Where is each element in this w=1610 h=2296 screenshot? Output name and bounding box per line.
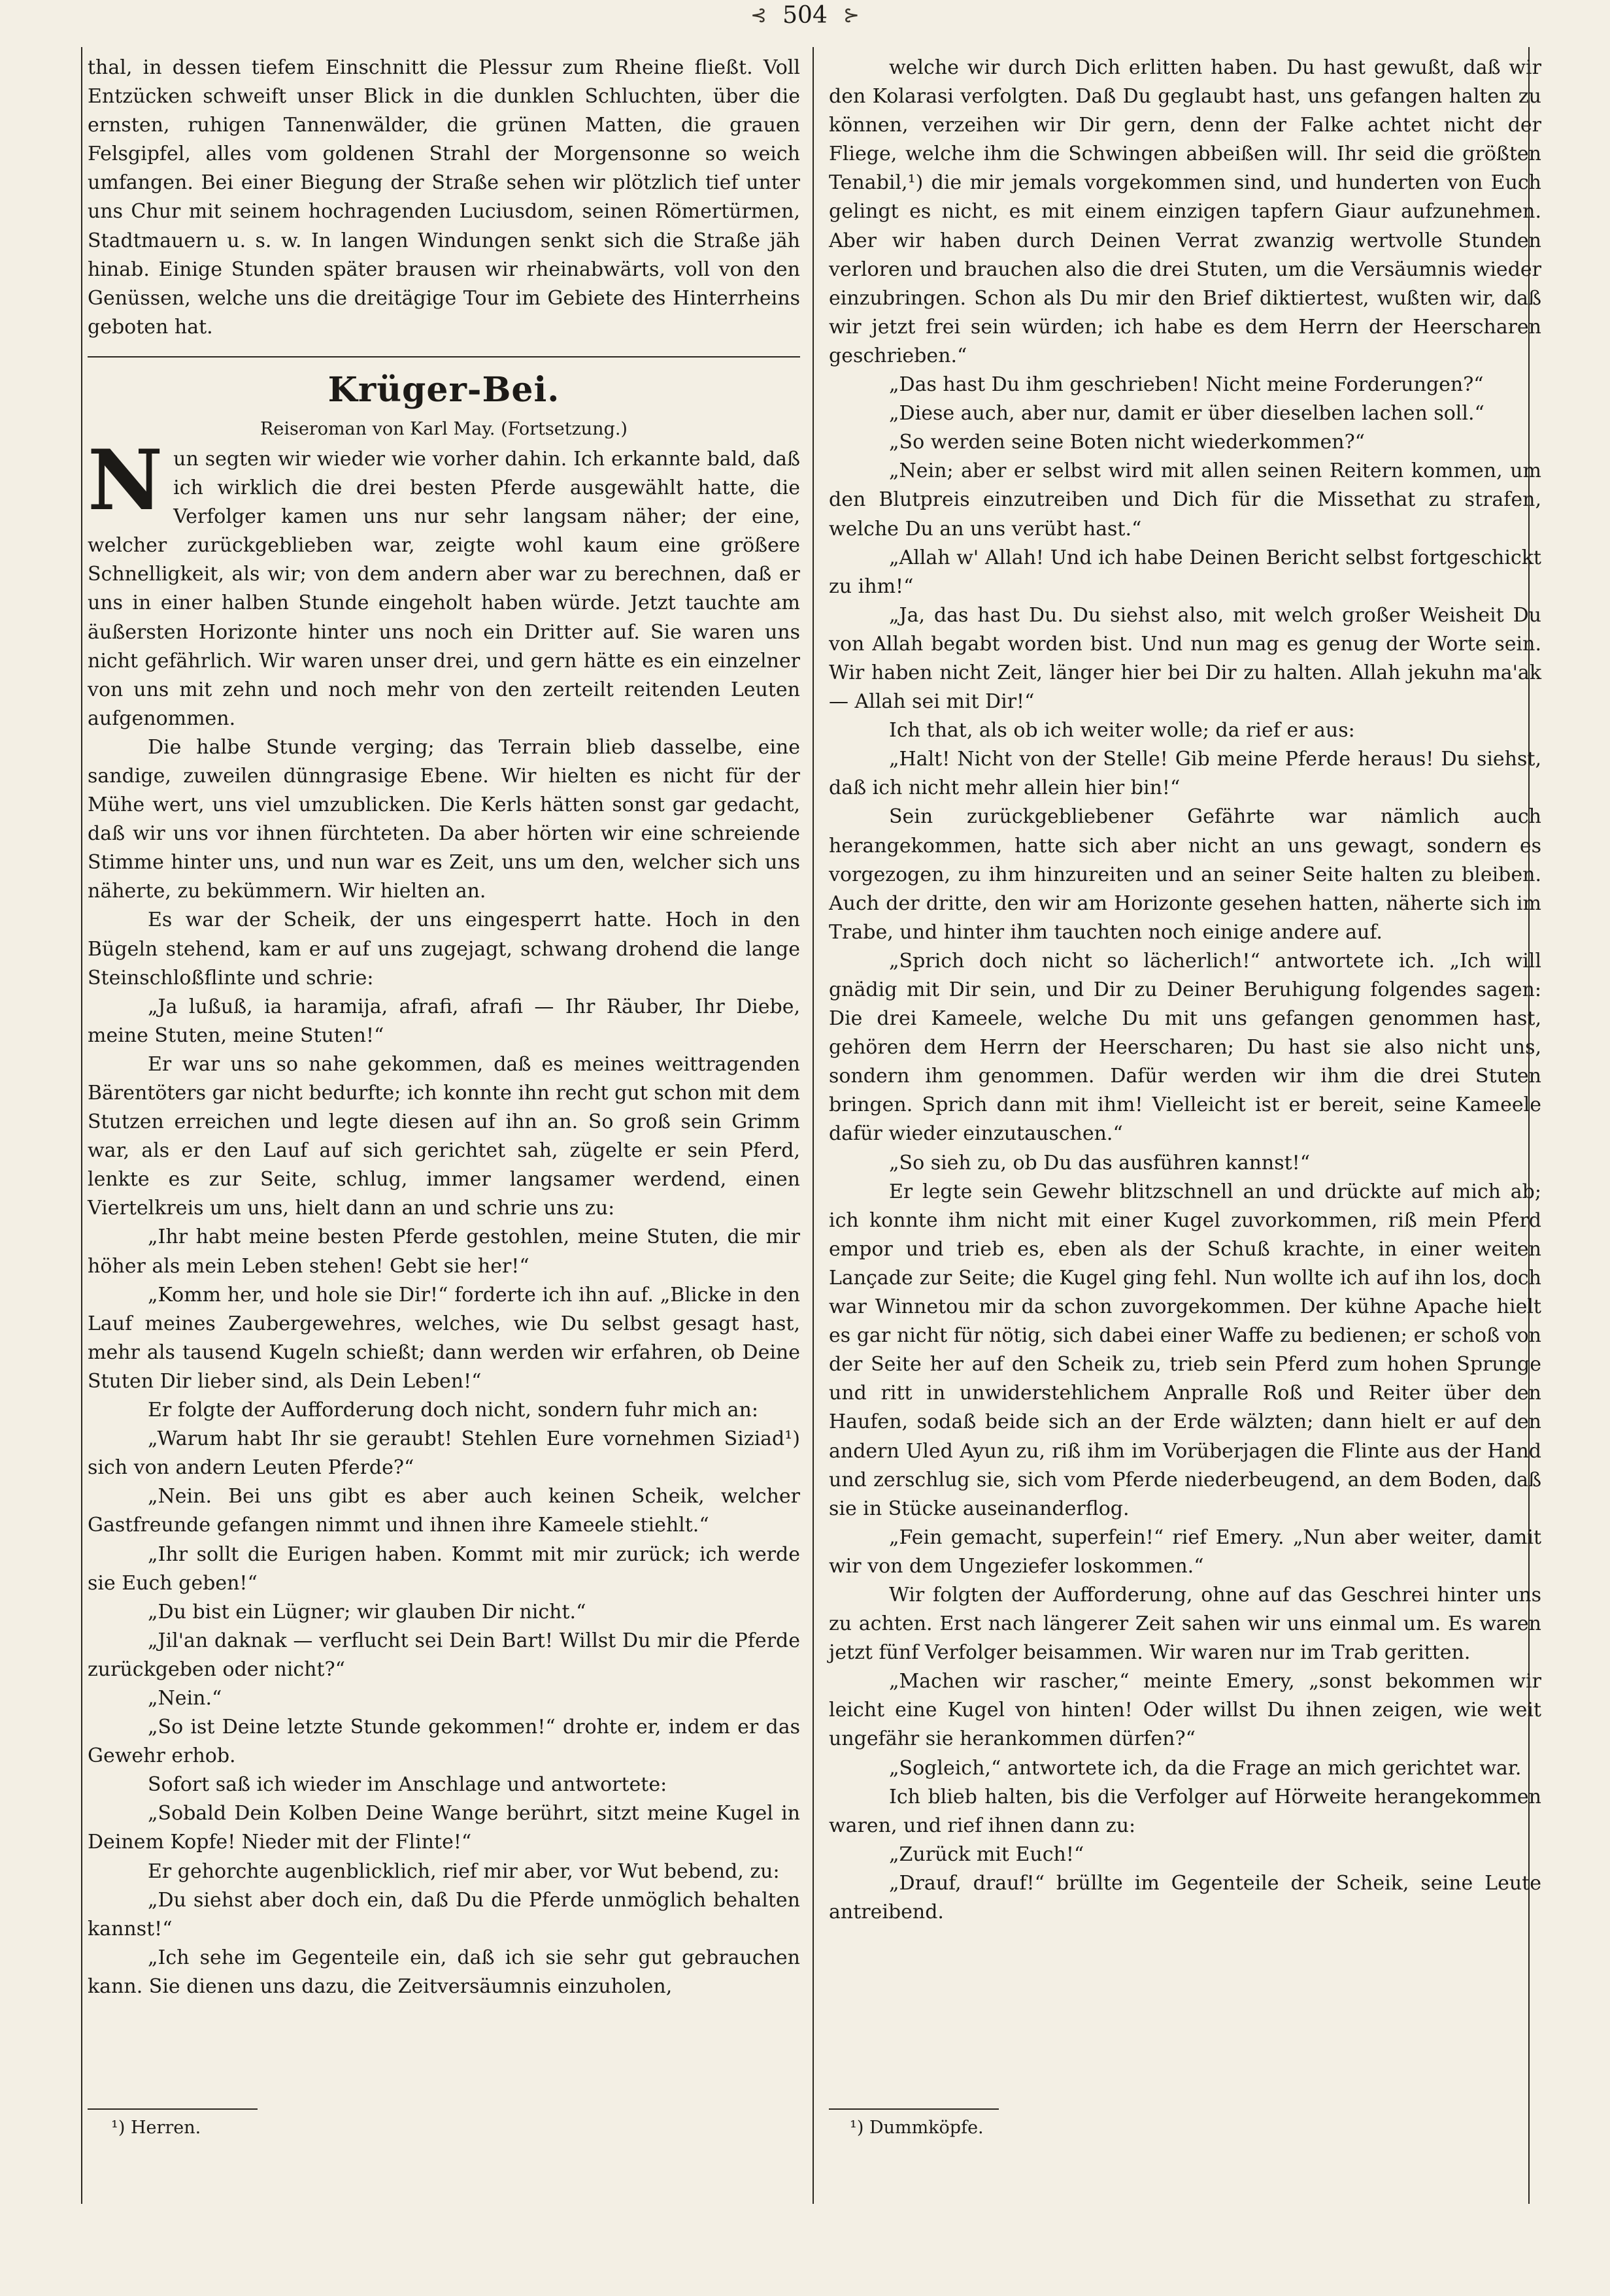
paragraph <box>88 1713 800 1771</box>
footnote-left: ¹) Herren. <box>111 2118 201 2138</box>
paragraph <box>88 906 800 992</box>
paragraph-text: „Drauf, drauf!“ brüllte im Gegenteile der Scheik, seine Leute antreibend. <box>829 1871 1541 1923</box>
drop-cap: N <box>88 431 163 529</box>
paragraph-text: „Nein. Bei uns gibt es aber auch keinen Scheik, welcher Gastfreunde gefangen nimmt und ihnen ihre Kameele stiehlt.“ <box>88 1485 800 1537</box>
paragraph-text: „So ist Deine letzte Stunde gekommen!“ drohte er, indem er das Gewehr erhob. <box>88 1716 800 1768</box>
column-divider-rule <box>813 47 814 2204</box>
paragraph <box>829 803 1541 946</box>
article-byline: Reiseroman von Karl May. (Fortsetzung.) <box>260 418 628 439</box>
paragraph-text: „Nein.“ <box>148 1686 222 1710</box>
paragraph <box>829 428 1541 457</box>
paragraph <box>829 371 1541 399</box>
paragraph-text: „Ja lußuß, ia haramija, afrafi, afrafi — Ihr Räuber, Ihr Diebe, meine Stuten, meine Stuten!“ <box>88 995 800 1047</box>
paragraph <box>88 1684 800 1713</box>
paragraph <box>88 1540 800 1598</box>
paragraph-text: „Du bist ein Lügner; wir glauben Dir nicht.“ <box>148 1600 586 1623</box>
paragraph <box>829 716 1541 745</box>
paragraph <box>829 1149 1541 1178</box>
paragraph-text: un segten wir wieder wie vorher dahin. Ich erkannte bald, daß ich wirklich die drei besten Pferde ausgewählt hatte, die Verfolger kamen uns nur sehr langsam näher; der eine, welcher zurückgeblieben war, zeigte wohl kaum eine größere Schnelligkeit, als wir; von dem andern aber war zu berechnen, daß er uns in einer halben Stunde eingeholt haben würde. Jetzt tauchte am äußersten Horizonte hinter uns noch ein Dritter auf. Sie waren uns nicht gefährlich. Wir waren unser drei, und gern hätte es ein einzelner von uns mit zehn und noch mehr von den zerteilt reitenden Leuten aufgenommen. <box>88 447 800 730</box>
paragraph-text: „Allah w' Allah! Und ich habe Deinen Bericht selbst fortgeschickt zu ihm!“ <box>829 546 1541 598</box>
paragraph <box>829 601 1541 716</box>
paragraph <box>829 745 1541 803</box>
paragraph <box>88 1944 800 2001</box>
paragraph <box>88 1857 800 1886</box>
paragraph-text: Ich blieb halten, bis die Verfolger auf Hörweite herangekommen waren, und rief ihnen dann zu: <box>829 1785 1541 1837</box>
paragraph <box>829 1178 1541 1523</box>
paragraph <box>88 993 800 1050</box>
paragraph-text: „Diese auch, aber nur, damit er über dieselben lachen soll.“ <box>889 402 1484 425</box>
paragraph <box>88 1886 800 1944</box>
paragraph <box>829 1523 1541 1581</box>
paragraph-text: „Halt! Nicht von der Stelle! Gib meine Pferde heraus! Du siehst, daß ich nicht mehr allein hier bin!“ <box>829 748 1541 800</box>
paragraph <box>829 457 1541 543</box>
paragraph-text: „Ihr habt meine besten Pferde gestohlen, meine Stuten, die mir höher als mein Leben stehen! Gebt sie her!“ <box>88 1225 800 1278</box>
paragraph <box>829 947 1541 1149</box>
paragraph-text: „Das hast Du ihm geschrieben! Nicht meine Forderungen?“ <box>889 373 1484 397</box>
paragraph-text: „Machen wir rascher,“ meinte Emery, „sonst bekommen wir leicht eine Kugel von hinten! Oder willst Du ihnen zeigen, wie weit ungefähr sie herankommen dürfen?“ <box>829 1670 1541 1751</box>
footnote-rule-left <box>88 2108 258 2110</box>
paragraph <box>88 733 800 907</box>
paragraph <box>88 1396 800 1425</box>
paragraph-text: „Nein; aber er selbst wird mit allen seinen Reitern kommen, um den Blutpreis einzutreiben und Dich für die Missethat zu strafen, welche Du an uns verübt hast.“ <box>829 459 1541 541</box>
left-border-rule <box>81 47 82 2204</box>
paragraph-text: „Zurück mit Euch!“ <box>889 1842 1084 1866</box>
paragraph <box>88 431 800 733</box>
paragraph <box>88 1050 800 1223</box>
paragraph-text: „Jil'an daknak — verflucht sei Dein Bart! Willst Du mir die Pferde zurückgeben oder nicht?“ <box>88 1629 800 1681</box>
paragraph-text: „Warum habt Ihr sie geraubt! Stehlen Eure vornehmen Siziad¹) sich von andern Leuten Pferde?“ <box>88 1427 800 1480</box>
paragraph-text: Er folgte der Aufforderung doch nicht, sondern fuhr mich an: <box>148 1399 758 1422</box>
paragraph-text: Er war uns so nahe gekommen, daß es meines weittragenden Bärentöters gar nicht bedurfte; ich konnte ihn recht gut schon mit dem Stutzen erreichen und legte diesen auf ihn an. So groß sein Grimm war, als er den Lauf auf sich gerichtet sah, zügelte er sein Pferd, lenkte es zur Seite, schlug, immer langsamer werdend, einen Viertelkreis um uns, hielt dann an und schrie uns zu: <box>88 1052 800 1220</box>
paragraph-text: „Ihr sollt die Eurigen haben. Kommt mit mir zurück; ich werde sie Euch geben!“ <box>88 1542 800 1595</box>
paragraph <box>829 1869 1541 1927</box>
paragraph-text: „Fein gemacht, superfein!“ rief Emery. „Nun aber weiter, damit wir von dem Ungeziefer loskommen.“ <box>829 1525 1541 1578</box>
left-column <box>88 54 800 2001</box>
paragraph-text: welche wir durch Dich erlitten haben. Du hast gewußt, daß wir den Kolarasi verfolgten. Daß Du geglaubt hast, uns gefangen halten zu können, verzeihen wir Dir gern, denn der Falke achtet nicht der Fliege, welche ihm die Schwingen abbeißen will. Ihr seid die größten Tenabil,¹) die mir jemals vorgekommen sind, und hunderten von Euch gelingt es nicht, es mit einem einzigen tapfern Giaur aufzunehmen. Aber wir haben durch Deinen Verrat zwanzig wertvolle Stunden verloren und brauchen also die drei Stuten, um die Versäumnis wieder einzubringen. Schon als Du mir den Brief diktiertest, wußten wir, daß wir jetzt frei sein würden; ich habe es dem Herrn der Heerscharen geschrieben.“ <box>829 56 1541 367</box>
paragraph-text: „Sogleich,“ antwortete ich, da die Frage an mich gerichtet war. <box>889 1756 1522 1780</box>
paragraph-text: „Du siehst aber doch ein, daß Du die Pferde unmöglich behalten kannst!“ <box>88 1888 800 1940</box>
paragraph <box>88 1482 800 1540</box>
paragraph-text: „Sprich doch nicht so lächerlich!“ antwortete ich. „Ich will gnädig mit Dir sein, und Dir zu Deiner Beruhigung folgendes sagen: Die drei Kameele, welche Du mit uns gefangen genommen hast, gehören dem Herrn der Heerscharen; Du hast sie also nicht uns, sondern ihm genommen. Dafür werden wir ihm die drei Stuten bringen. Sprich dann mit ihm! Vielleicht ist er bereit, seine Kameele dafür wieder einzutauschen.“ <box>829 949 1541 1146</box>
paragraph <box>829 1581 1541 1667</box>
footnote-rule-right <box>829 2108 999 2110</box>
paragraph-text: Die halbe Stunde verging; das Terrain blieb dasselbe, eine sandige, zuweilen dünngrasige Ebene. Wir hielten es nicht für der Mühe wert, uns viel umzublicken. Die Kerls hätten sonst gar gedacht, daß wir uns vor ihnen fürchteten. Da aber hörten wir eine schreiende Stimme hinter uns, und nun war es Zeit, uns um den, welcher sich uns näherte, zu bekümmern. Wir hielten an. <box>88 735 800 903</box>
previous-article-ending: thal, in dessen tiefem Einschnitt die Plessur zum Rheine fließt. Voll Entzücken schweift unser Blick in die dunklen Schluchten, über die ernsten, ruhigen Tannenwälder, die grünen Matten, die grauen Felsgipfel, alles vom goldenen Strahl der Morgensonne so weich umfangen. Bei einer Biegung der Straße sehen wir plötzlich tief unter uns Chur mit seinem hochragenden Luciusdom, seinen Römertürmen, Stadtmauern u. s. w. In langen Windungen senkt sich die Straße jäh hinab. Einige Stunden später brausen wir rheinabwärts, voll von den Genüssen, welche uns die dreitägige Tour im Gebiete des Hinterrheins geboten hat. <box>88 56 800 339</box>
paragraph <box>88 1598 800 1627</box>
paragraph <box>829 1783 1541 1840</box>
paragraph <box>829 54 1541 371</box>
paragraph <box>88 1799 800 1857</box>
ornament-left-icon: ⊰ <box>750 4 767 27</box>
paragraph-text: Ich that, als ob ich weiter wolle; da rief er aus: <box>889 719 1355 742</box>
paragraph <box>88 1223 800 1280</box>
page-header <box>0 3 1610 29</box>
article-separator-rule <box>88 356 800 358</box>
paragraph-text: Er legte sein Gewehr blitzschnell an und drückte auf mich ab; ich konnte ihm nicht mit einer Kugel zuvorkommen, riß mein Pferd empor und trieb es, eben als der Schuß krachte, in einer weiten Lançade zur Seite; die Kugel ging fehl. Nun wollte ich auf ihn los, doch war Winnetou mir da schon zuvorgekommen. Der kühne Apache hielt es gar nicht für nötig, sich dabei einer Waffe zu bedienen; er schoß von der Seite her auf den Scheik zu, trieb sein Pferd zum hohen Sprunge und ritt in unwiderstehlichem Anpralle Roß und Reiter über den Haufen, sodaß beide sich an der Erde wälzten; dann hielt er auf den andern Uled Ayun zu, riß ihm im Vorüberjagen die Flinte aus der Hand und zerschlug sie, sich vom Pferde niederbeugend, an dem Boden, daß sie in Stücke auseinanderflog. <box>829 1180 1541 1520</box>
paragraph <box>829 544 1541 601</box>
paragraph-text: „Ich sehe im Gegenteile ein, daß ich sie sehr gut gebrauchen kann. Sie dienen uns dazu, die Zeitversäumnis einzuholen, <box>88 1946 800 1998</box>
footnote-right: ¹) Dummköpfe. <box>850 2118 984 2138</box>
paragraph <box>88 1771 800 1799</box>
paragraph-text: „Ja, das hast Du. Du siehst also, mit welch großer Weisheit Du von Allah begabt worden bist. Und nun mag es genug der Worte sein. Wir haben nicht Zeit, länger hier bei Dir zu halten. Allah jekuhn ma'ak — Allah sei mit Dir!“ <box>829 603 1541 714</box>
paragraph-text: „So werden seine Boten nicht wiederkommen?“ <box>889 431 1365 454</box>
paragraph <box>829 1667 1541 1754</box>
right-column <box>829 54 1541 1927</box>
paragraph-text: Sein zurückgebliebener Gefährte war nämlich auch herangekommen, hatte sich aber nicht an uns gewagt, sondern es vorgezogen, zu ihm hinzureiten und an seiner Seite halten zu bleiben. Auch der dritte, den wir am Horizonte gesehen hatten, näherte sich im Trabe, und hinter ihm tauchten noch einige andere auf. <box>829 805 1541 944</box>
article-body-right <box>829 54 1541 1927</box>
paragraph <box>829 1754 1541 1783</box>
paragraph-text: „Komm her, und hole sie Dir!“ forderte ich ihn auf. „Blicke in den Lauf meines Zaubergewehres, welches, wie Du selbst gesagt hast, mehr als tausend Kugeln schießt; dann werden wir erfahren, ob Deine Stuten Dir lieber sind, als Dein Leben!“ <box>88 1283 800 1393</box>
article-title: Krüger-Bei. <box>327 369 560 410</box>
paragraph <box>88 1281 800 1396</box>
paragraph <box>829 1840 1541 1869</box>
paragraph-text: Er gehorchte augenblicklich, rief mir aber, vor Wut bebend, zu: <box>148 1859 780 1883</box>
ornament-right-icon: ⊱ <box>843 4 860 27</box>
paragraph-text: Es war der Scheik, der uns eingesperrt hatte. Hoch in den Bügeln stehend, kam er auf uns zugejagt, schwang drohend die lange Steinschloßflinte und schrie: <box>88 908 800 990</box>
paragraph <box>829 399 1541 428</box>
paragraph-text: Sofort saß ich wieder im Anschlage und antwortete: <box>148 1773 667 1797</box>
paragraph-text: Wir folgten der Aufforderung, ohne auf das Geschrei hinter uns zu achten. Erst nach längerer Zeit sahen wir uns einmal um. Es waren jetzt fünf Verfolger beisammen. Wir waren nur im Trab geritten. <box>829 1583 1541 1665</box>
page-number: 504 <box>782 2 828 29</box>
paragraph-text: „Sobald Dein Kolben Deine Wange berührt, sitzt meine Kugel in Deinem Kopfe! Nieder mit der Flinte!“ <box>88 1802 800 1854</box>
paragraph-text: „So sieh zu, ob Du das ausführen kannst!“ <box>889 1151 1311 1174</box>
paragraph <box>88 1627 800 1684</box>
article-body-left <box>88 431 800 2001</box>
paragraph <box>88 1425 800 1482</box>
